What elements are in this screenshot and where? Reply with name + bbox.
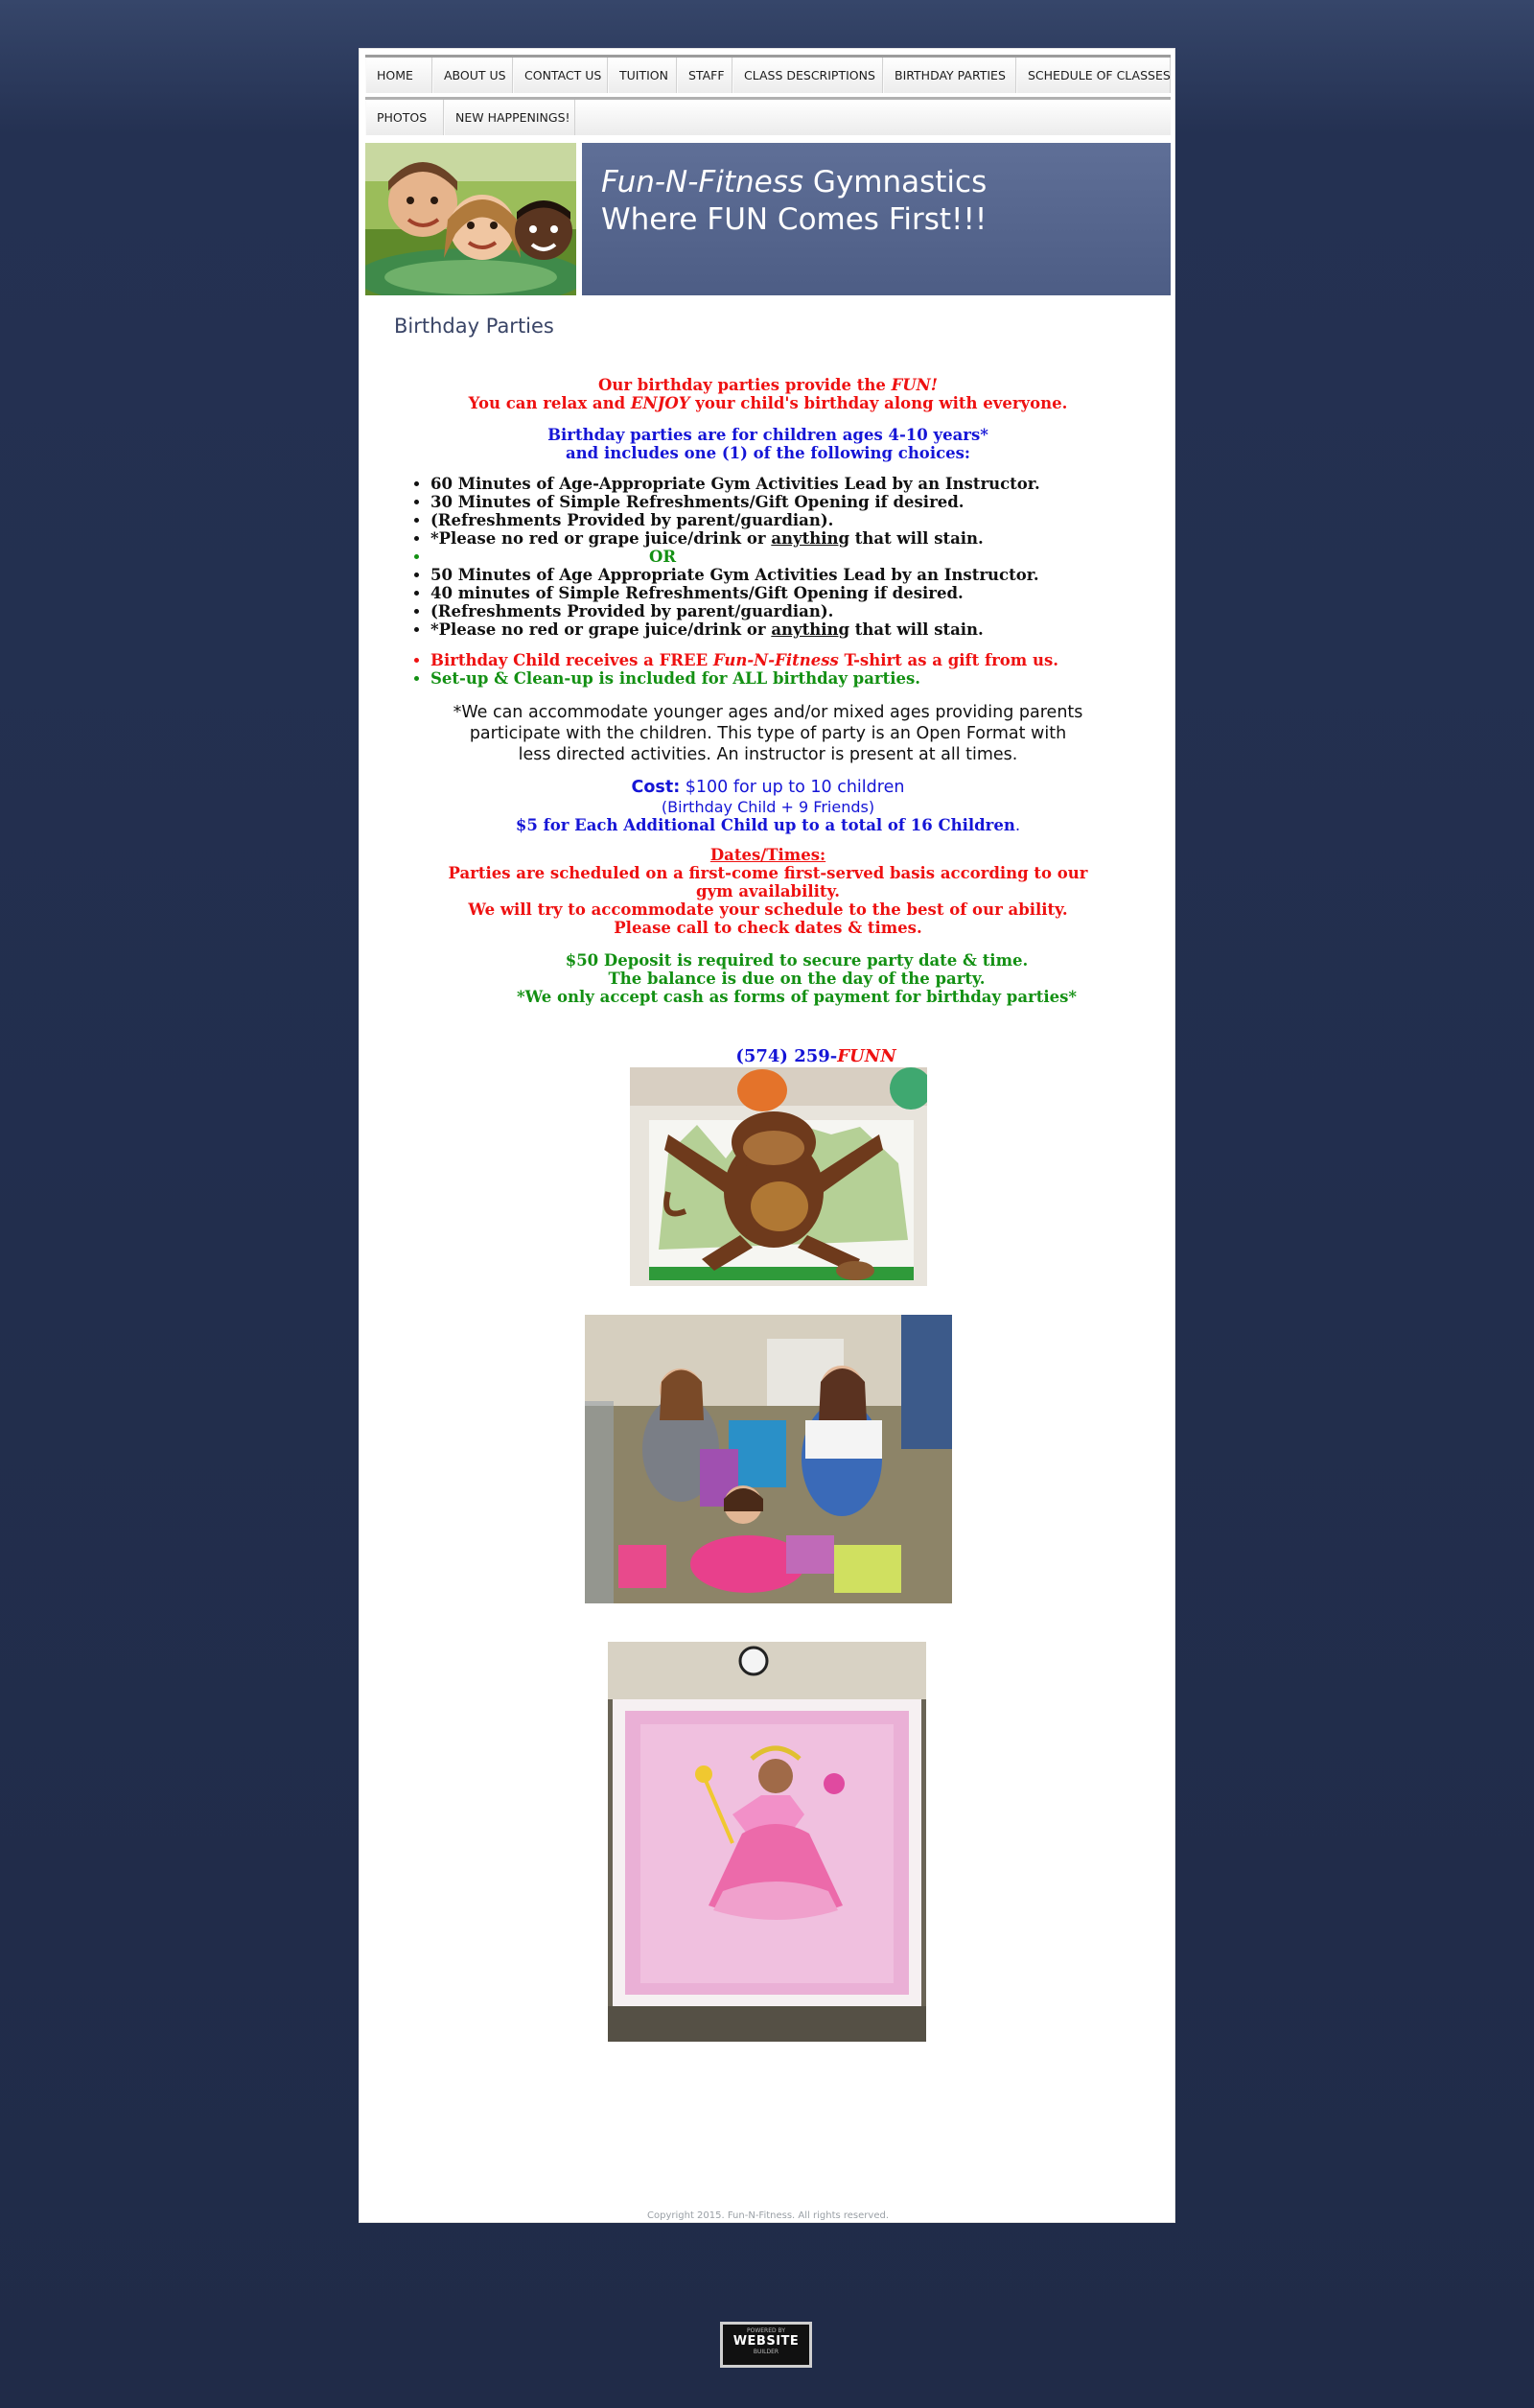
nav-contact-us[interactable]: CONTACT US	[513, 58, 608, 93]
cost-line	[360, 777, 1176, 798]
monkey-cake-photo	[630, 1067, 927, 1286]
banner-brand: Fun-N-Fitness	[601, 165, 804, 199]
tshirt-brand: Fun-N-Fitness	[712, 651, 839, 669]
badge-powered-by: POWERED BY	[746, 2327, 785, 2334]
banner-gymnastics: Gymnastics	[803, 165, 988, 199]
nav-photos[interactable]: PHOTOS	[365, 100, 444, 135]
intro-enjoy: ENJOY	[630, 394, 690, 412]
extras-list	[413, 651, 1159, 688]
list-item	[430, 651, 1159, 669]
copyright: Copyright 2015. Fun-N-Fitness. All rights reserved.	[647, 2210, 889, 2221]
intro-line-1	[360, 376, 1176, 394]
tshirt-text: Birthday Child receives a FREE	[430, 651, 713, 669]
younger-note-3: less directed activities. An instructor is present at all times.	[518, 745, 1018, 764]
ages-line-1: Birthday parties are for children ages 4-10 years*	[547, 426, 988, 444]
dates-line-4: Please call to check dates & times.	[614, 919, 922, 937]
nav-row-1	[365, 55, 1171, 93]
younger-note-2: participate with the children. This type of party is an Open Format with	[469, 724, 1067, 743]
nav-staff[interactable]: STAFF	[677, 58, 732, 93]
website-builder-badge[interactable]	[720, 2322, 812, 2368]
badge-website: WEBSITE	[732, 2334, 800, 2349]
nav-tuition[interactable]: TUITION	[608, 58, 677, 93]
dates-heading-text: Dates/Times:	[709, 846, 826, 864]
page-title: Birthday Parties	[394, 315, 554, 338]
banner-tagline: Where FUN Comes First!!!	[601, 202, 988, 237]
ages-line-2: and includes one (1) of the following choices:	[565, 444, 971, 462]
badge-builder: BUILDER	[753, 2349, 779, 2355]
list-item	[430, 620, 1159, 639]
note-anything: anything	[771, 529, 850, 548]
note-text: that will stain.	[849, 529, 984, 548]
list-item-or	[430, 548, 1159, 566]
note-anything: anything	[771, 620, 850, 639]
dates-line-1: Parties are scheduled on a first-come first-served basis according to our	[448, 864, 1088, 882]
gift-opening-photo	[585, 1315, 952, 1603]
list-item: • 30 Minutes of Simple Refreshments/Gift Opening if desired.	[430, 493, 1159, 511]
list-item: • 40 minutes of Simple Refreshments/Gift Opening if desired.	[430, 584, 1159, 602]
cost-extra: $5 for Each Additional Child up to a total of 16 Children	[515, 816, 1015, 834]
page-container	[359, 48, 1175, 2223]
list-item: • 60 Minutes of Age-Appropriate Gym Activities Lead by an Instructor.	[430, 475, 1159, 493]
banner	[582, 143, 1171, 295]
nav-new-happenings[interactable]: NEW HAPPENINGS!	[444, 100, 575, 135]
nav-class-descriptions[interactable]: CLASS DESCRIPTIONS	[732, 58, 883, 93]
note-text: that will stain.	[849, 620, 984, 639]
cost-sub: (Birthday Child + 9 Friends)	[661, 798, 875, 816]
princess-cutout-photo	[608, 1642, 926, 2042]
intro-text: Our birthday parties provide the	[598, 376, 892, 394]
younger-note-1: *We can accommodate younger ages and/or mixed ages providing parents	[453, 703, 1083, 722]
list-item: • (Refreshments Provided by parent/guardian).	[430, 602, 1159, 620]
nav-birthday-parties[interactable]: BIRTHDAY PARTIES	[883, 58, 1016, 93]
nav-schedule-of-classes[interactable]: SCHEDULE OF CLASSES	[1016, 58, 1171, 93]
intro-line-2	[360, 394, 1176, 412]
intro-text: You can relax and	[468, 394, 631, 412]
dates-line-2: gym availability.	[696, 882, 840, 900]
deposit-line-1: $50 Deposit is required to secure party date & time.	[565, 951, 1029, 970]
header	[365, 143, 1171, 296]
dates-heading	[360, 846, 1176, 864]
cost-label: Cost:	[631, 778, 681, 797]
note-text: *Please no red or grape juice/drink or	[430, 620, 772, 639]
nav-home[interactable]: HOME	[365, 58, 432, 93]
cost-extra-dot: .	[1014, 816, 1021, 834]
intro-fun: FUN!	[891, 376, 938, 394]
dates-line-3: We will try to accommodate your schedule to the best of our ability.	[468, 900, 1068, 919]
banner-title	[601, 164, 987, 239]
cost-value: $100 for up to 10 children	[680, 778, 905, 797]
list-item: • (Refreshments Provided by parent/guardian).	[430, 511, 1159, 529]
list-item	[430, 529, 1159, 548]
cost-extra-line	[360, 816, 1176, 834]
intro-text: your child's birthday along with everyone.	[689, 394, 1068, 412]
nav-row-2	[365, 97, 1171, 135]
nav-about-us[interactable]: ABOUT US	[432, 58, 513, 93]
choices-list	[413, 475, 1159, 639]
phone-number	[407, 1046, 1224, 1067]
list-item: • 50 Minutes of Age Appropriate Gym Activities Lead by an Instructor.	[430, 566, 1159, 584]
phone-digits: (574) 259-	[735, 1046, 838, 1066]
or-separator: OR	[649, 548, 677, 566]
main-nav	[365, 55, 1171, 139]
note-text: *Please no red or grape juice/drink or	[430, 529, 772, 548]
deposit-line-2: The balance is due on the day of the party.	[608, 970, 986, 988]
hero-kids-photo	[365, 143, 576, 295]
list-item: • Set-up & Clean-up is included for ALL birthday parties.	[430, 669, 1159, 688]
tshirt-text: T-shirt as a gift from us.	[838, 651, 1059, 669]
deposit-line-3: *We only accept cash as forms of payment for birthday parties*	[516, 988, 1078, 1006]
phone-funn: FUNN	[837, 1046, 896, 1066]
